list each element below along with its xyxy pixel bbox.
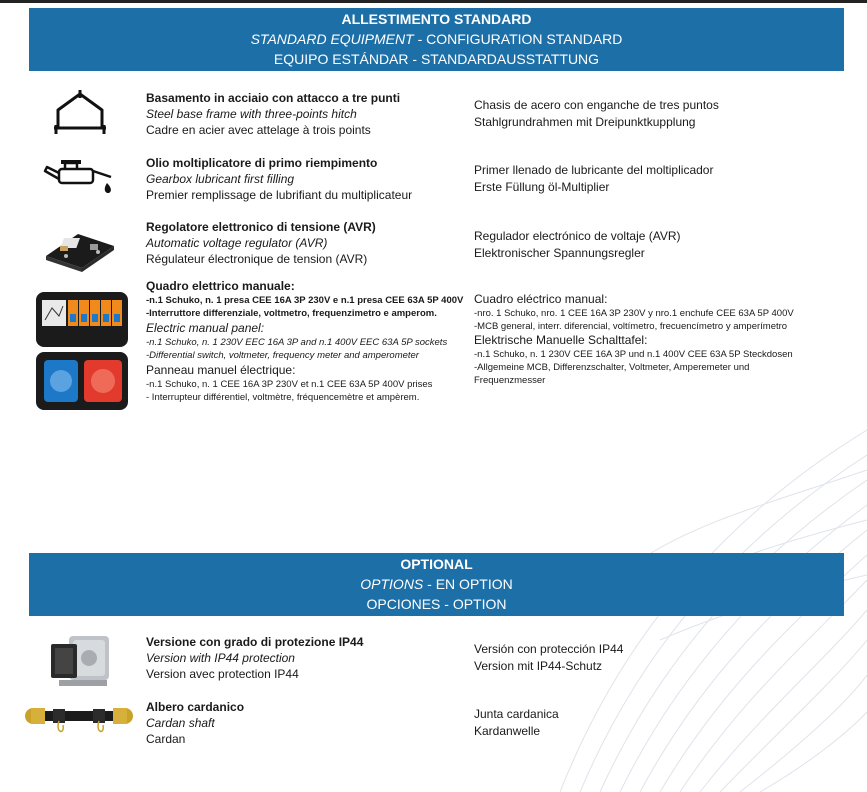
item-title-en: Gearbox lubricant first filling xyxy=(146,172,295,186)
electric-panel-icon xyxy=(34,290,130,412)
item-title-es: Regulador electrónico de voltaje (AVR) xyxy=(474,229,681,243)
banner-subtitle-2: OPCIONES - OPTION xyxy=(366,596,507,612)
panel-title-es: Cuadro eléctrico manual: xyxy=(474,292,608,306)
item-cardan-shaft xyxy=(0,696,867,754)
panel-title-it: Quadro elettrico manuale: xyxy=(146,279,295,293)
panel-line: -n.1 Schuko, n. 1 230V CEE 16A 3P und n.1 400V CEE 63A 5P Steckdosen xyxy=(474,349,793,360)
banner-subtitle: STANDARD EQUIPMENT - CONFIGURATION STANDARD xyxy=(250,31,623,47)
item-title-en: Cardan shaft xyxy=(146,716,215,730)
item-ip44 xyxy=(0,630,867,692)
item-title-en: Version with IP44 protection xyxy=(146,651,295,665)
item-title-fr: Cardan xyxy=(146,732,186,746)
item-title-it: Regolatore elettronico di tensione (AVR) xyxy=(146,220,376,234)
item-title-en: Steel base frame with three-points hitch xyxy=(146,107,357,121)
item-title-de: Kardanwelle xyxy=(474,724,541,738)
item-title-en: Automatic voltage regulator (AVR) xyxy=(146,236,328,250)
top-rule xyxy=(0,0,867,3)
item-title-fr: Régulateur électronique de tension (AVR) xyxy=(146,252,368,266)
item-title-it: Albero cardanico xyxy=(146,700,245,714)
panel-title-en: Electric manual panel: xyxy=(146,321,265,335)
item-title-fr: Version avec protection IP44 xyxy=(146,667,299,681)
panel-line: -Allgemeine MCB, Differenzschalter, Voltmeter, Amperemeter und xyxy=(474,362,750,373)
avr-board-icon xyxy=(30,216,130,272)
item-title-de: Erste Füllung öl-Multiplier xyxy=(474,180,610,194)
panel-line: -nro. 1 Schuko, nro. 1 CEE 16A 3P 230V y nro.1 enchufe CEE 63A 5P 400V xyxy=(474,308,794,319)
panel-line: -n.1 Schuko, n. 1 CEE 16A 3P 230V et n.1 CEE 63A 5P 400V prises xyxy=(146,379,433,390)
oil-can-icon xyxy=(30,154,130,200)
item-title-de: Elektronischer Spannungsregler xyxy=(474,246,645,260)
item-title-es: Versión con protección IP44 xyxy=(474,642,624,656)
item-title-de: Stahlgrundrahmen mit Dreipunktkupplung xyxy=(474,115,696,129)
panel-line: -n.1 Schuko, n. 1 230V EEC 16A 3P and n.1 400V EEC 63A 5P sockets xyxy=(146,337,448,348)
panel-line: Frequenzmesser xyxy=(474,375,546,386)
item-title-it: Basamento in acciaio con attacco a tre punti xyxy=(146,91,401,105)
ip44-enclosure-icon xyxy=(30,630,130,690)
item-avr xyxy=(0,216,867,274)
banner-subtitle-2: EQUIPO ESTÁNDAR - STANDARDAUSSTATTUNG xyxy=(273,51,600,67)
item-gearbox-oil xyxy=(0,154,867,210)
panel-title-de: Elektrische Manuelle Schalttafel: xyxy=(474,333,648,347)
panel-line: -n.1 Schuko, n. 1 presa CEE 16A 3P 230V e n.1 presa CEE 63A 5P 400V xyxy=(146,295,464,306)
panel-title-fr: Panneau manuel électrique: xyxy=(146,363,296,377)
optional-banner xyxy=(29,553,844,616)
item-steel-frame xyxy=(0,88,867,144)
item-title-es: Chasis de acero con enganche de tres puntos xyxy=(474,98,719,112)
banner-subtitle: OPTIONS - EN OPTION xyxy=(360,576,513,592)
item-title-it: Versione con grado di protezione IP44 xyxy=(146,635,364,649)
panel-line: -Interruttore differenziale, voltmetro, frequenzimetro e amperom. xyxy=(146,308,437,319)
panel-line: -Differential switch, voltmeter, frequency meter and amperometer xyxy=(146,350,419,361)
item-title-fr: Cadre en acier avec attelage à trois points xyxy=(146,123,371,137)
panel-line: - Interrupteur différentiel, voltmètre, fréquencemètre et ampèrem. xyxy=(146,392,420,403)
item-title-es: Primer llenado de lubricante del moltiplicador xyxy=(474,163,714,177)
banner-title: OPTIONAL xyxy=(400,556,473,572)
item-title-es: Junta cardanica xyxy=(474,707,559,721)
item-title-de: Version mit IP44-Schutz xyxy=(474,659,603,673)
panel-line: -MCB general, interr. diferencial, voltímetro, frecuencímetro y amperímetro xyxy=(474,321,788,332)
item-title-it: Olio moltiplicatore di primo riempimento xyxy=(146,156,378,170)
standard-equipment-banner xyxy=(29,8,844,71)
steel-frame-icon xyxy=(30,88,130,138)
banner-title: ALLESTIMENTO STANDARD xyxy=(341,11,532,27)
item-title-fr: Premier remplissage de lubrifiant du multiplicateur xyxy=(146,188,413,202)
item-electric-panel xyxy=(0,278,867,413)
cardan-shaft-icon xyxy=(22,696,136,742)
